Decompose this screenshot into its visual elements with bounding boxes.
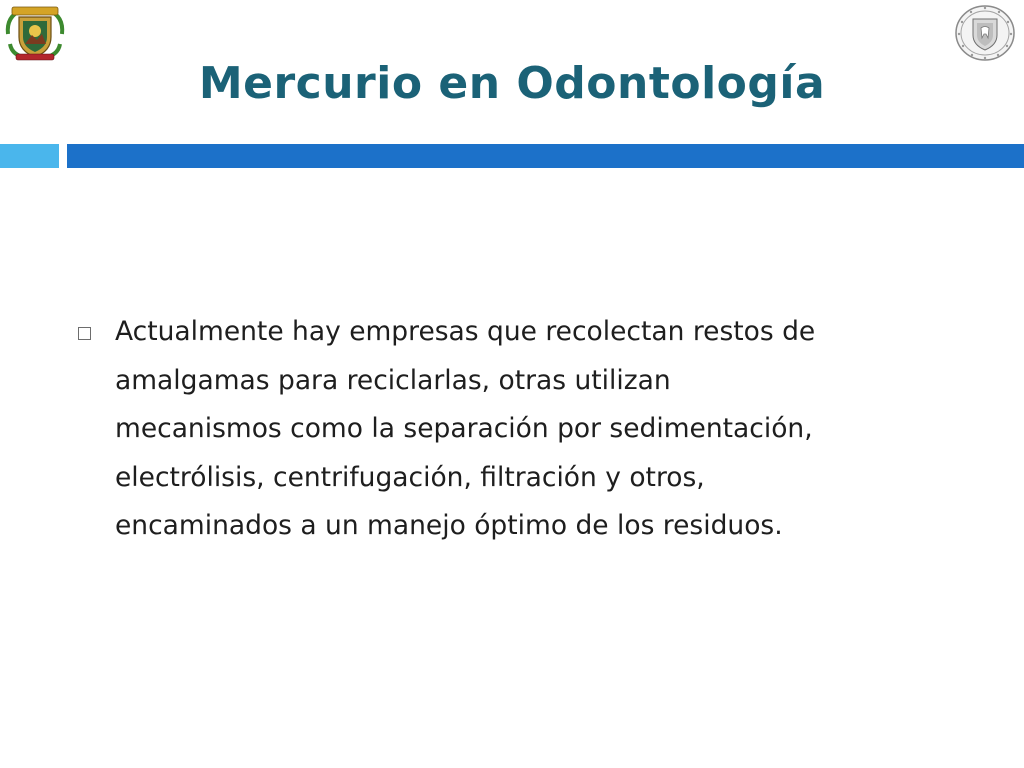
title-divider-bar	[67, 144, 1024, 168]
bullet-text: Actualmente hay empresas que recolectan restos de amalgamas para reciclarlas, otras utilizan mecanismos como la separación por sedimentación, electrólisis, centrifugación, filtración y otros, encaminados a un manejo óptimo de los residuos.	[115, 316, 816, 541]
square-bullet-icon	[78, 327, 91, 340]
slide-content	[78, 308, 978, 551]
title-divider-accent	[0, 144, 59, 168]
slide-title: Mercurio en Odontología	[198, 58, 826, 109]
bullet-item	[78, 308, 978, 551]
